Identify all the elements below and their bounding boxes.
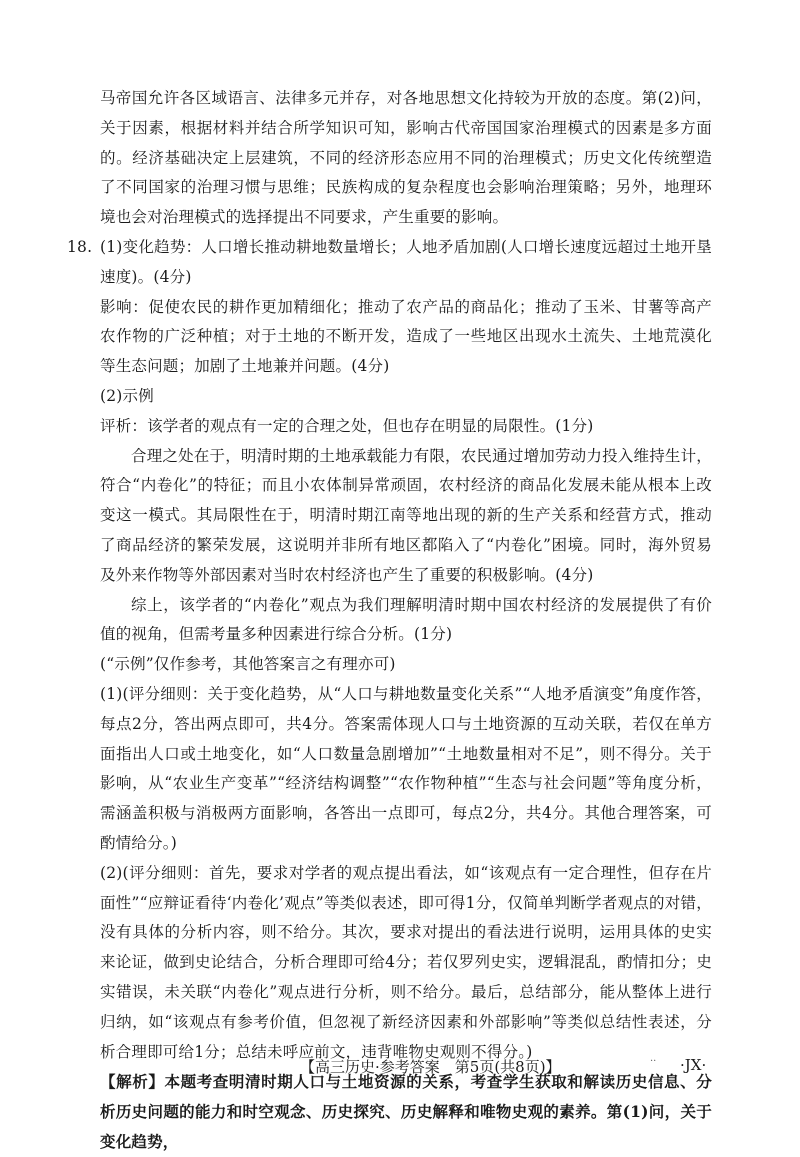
footer-title: 【高三历史·参考答案 第5页(共8页)】	[300, 1058, 561, 1076]
q18-part2: (2)示例	[100, 386, 154, 405]
footer-code: ·JX·	[680, 1056, 707, 1074]
answer-content	[67, 84, 712, 1157]
q18-evaluation: 评析：该学者的观点有一定的合理之处，但也存在明显的局限性。(1分)	[100, 416, 594, 435]
scoring-rules-1: (1)(评分细则：关于变化趋势，从“人口与耕地数量变化关系”“人地矛盾演变”角度作答，每点2分，答出两点即可，共4分。答案需体现人口与土地资源的互动关联，若仅在单方面指出人口或土地变化，如“人口数量急剧增加”“土地数量相对不足”，则不得分。关于影响，从“农业生产变革”“经济结构调整”“农作物种植”“生态与社会问题”等角度分析，需涵盖积极与消极两方面影响，各答出一点即可，每点2分，共4分。其他合理答案，可酌情给分。)	[100, 684, 712, 852]
footer-dots: ··	[650, 1056, 657, 1067]
question-number: 18.	[67, 237, 93, 256]
intro-paragraph: 马帝国允许各区域语言、法律多元并存，对各地思想文化持较为开放的态度。第(2)问，关于因素，根据材料并结合所学知识可知，影响古代帝国国家治理模式的因素是多方面的。经济基础决定上层建筑，不同的经济形态应用不同的治理模式；历史文化传统塑造了不同国家的治理习惯与思维；民族构成的复杂程度也会影响治理策略；另外，地理环境也会对治理模式的选择提出不同要求，产生重要的影响。	[100, 89, 712, 227]
q18-note: (“示例”仅作参考，其他答案言之有理亦可)	[100, 655, 396, 674]
q18-reasoning: 合理之处在于，明清时期的土地承载能力有限，农民通过增加劳动力投入维持生计，符合“内卷化”的特征；而且小农体制异常顽固，农村经济的商品化发展未能从根本上改变这一模式。其局限性在于，明清时期江南等地出现的新的生产关系和经营方式，推动了商品经济的繁荣发展，这说明并非所有地区都陷入了“内卷化”困境。同时，海外贸易及外来作物等外部因素对当时农村经济也产生了重要的积极影响。(4分)	[100, 446, 712, 584]
analysis-paragraph: 【解析】本题考查明清时期人口与土地资源的关系，考查学生获取和解读历史信息、分析历史问题的能力和时空观念、历史探究、历史解释和唯物史观的素养。第(1)问，关于变化趋势，	[100, 1072, 712, 1151]
page-footer	[0, 1056, 800, 1080]
scoring-rules-2: (2)(评分细则：首先，要求对学者的观点提出看法，如“该观点有一定合理性，但存在片面性”“应辩证看待‘内卷化’观点”等类似表述，即可得1分，仅简单判断学者观点的对错，没有具体的分析内容，则不给分。其次，要求对提出的看法进行说明，运用具体的史实来论证，做到史论结合，分析合理即可给4分；若仅罗列史实，逻辑混乱，酌情扣分；史实错误，未关联“内卷化”观点进行分析，则不给分。最后，总结部分，能从整体上进行归纳，如“该观点有参考价值，但忽视了新经济因素和外部影响”等类似总结性表述，分析合理即可给1分；总结未呼应前文，违背唯物史观则不得分。)	[100, 863, 712, 1061]
q18-trend: (1)变化趋势：人口增长推动耕地数量增长；人地矛盾加剧(人口增长速度远超过土地开垦速度)。(4分)	[100, 237, 712, 286]
question-18	[67, 233, 712, 293]
q18-summary: 综上，该学者的“内卷化”观点为我们理解明清时期中国农村经济的发展提供了有价值的视角，但需考量多种因素进行综合分析。(1分)	[100, 595, 712, 644]
q18-impact: 影响：促使农民的耕作更加精细化；推动了农产品的商品化；推动了玉米、甘薯等高产农作物的广泛种植；对于土地的不断开发，造成了一些地区出现水土流失、土地荒漠化等生态问题；加剧了土地兼并问题。(4分)	[100, 297, 712, 376]
